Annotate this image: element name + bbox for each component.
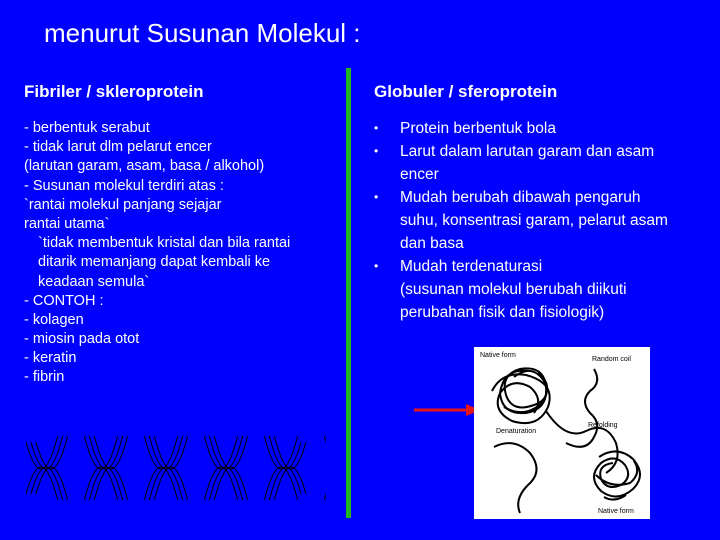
- globular-properties-list: [374, 117, 674, 324]
- bullet-dot-icon: •: [374, 259, 379, 273]
- list-item: rantai utama`: [24, 215, 110, 232]
- bullet-dot-icon: •: [374, 121, 379, 135]
- random-coil-label: Random coil: [592, 356, 631, 363]
- arrow-right-icon: [414, 402, 480, 418]
- list-item: `tidak membentuk kristal dan bila rantai ditarik memanjang dapat kembali ke keadaan semula`: [38, 235, 291, 290]
- denaturation-note: (susunan molekul berubah diikuti perubahan fisik dan fisiologik): [400, 281, 627, 321]
- list-item: - CONTOH :: [24, 292, 104, 309]
- list-item: - Susunan molekul terdiri atas :: [24, 177, 224, 194]
- bullet-dot-icon: •: [374, 190, 379, 204]
- page-title: menurut Susunan Molekul :: [44, 18, 361, 48]
- list-item: - fibrin: [24, 369, 65, 386]
- list-item: • Mudah berubah dibawah pengaruh suhu, konsentrasi garam, pelarut asam dan basa: [374, 186, 674, 255]
- list-item: - kolagen: [24, 311, 84, 328]
- refolding-label: Refolding: [588, 422, 618, 429]
- list-item: - keratin: [24, 350, 77, 367]
- fibrous-helix-illustration: [26, 436, 326, 500]
- list-item: `rantai molekul panjang sejajar: [24, 196, 222, 213]
- bullet-dot-icon: •: [374, 144, 379, 158]
- native-form-label: Native form: [480, 352, 516, 359]
- fibrous-heading: Fibriler / skleroprotein: [24, 82, 204, 101]
- denaturation-label: Denaturation: [496, 428, 537, 435]
- fibrous-properties-list: [24, 119, 344, 388]
- list-item: - miosin pada otot: [24, 331, 140, 348]
- globular-protein-figure: [474, 347, 650, 519]
- list-item: - berbentuk serabut: [24, 120, 150, 136]
- list-item: • Mudah terdenaturasi: [374, 255, 674, 278]
- native-form-bottom-label: Native form: [598, 508, 634, 515]
- list-item: (larutan garam, asam, basa / alkohol): [24, 158, 265, 175]
- list-item: • Protein berbentuk bola: [374, 117, 674, 140]
- globular-heading: Globuler / sferoprotein: [374, 82, 558, 101]
- list-item: • Larut dalam larutan garam dan asam encer: [374, 140, 674, 186]
- list-item: - tidak larut dlm pelarut encer: [24, 139, 212, 156]
- column-divider: [346, 68, 351, 518]
